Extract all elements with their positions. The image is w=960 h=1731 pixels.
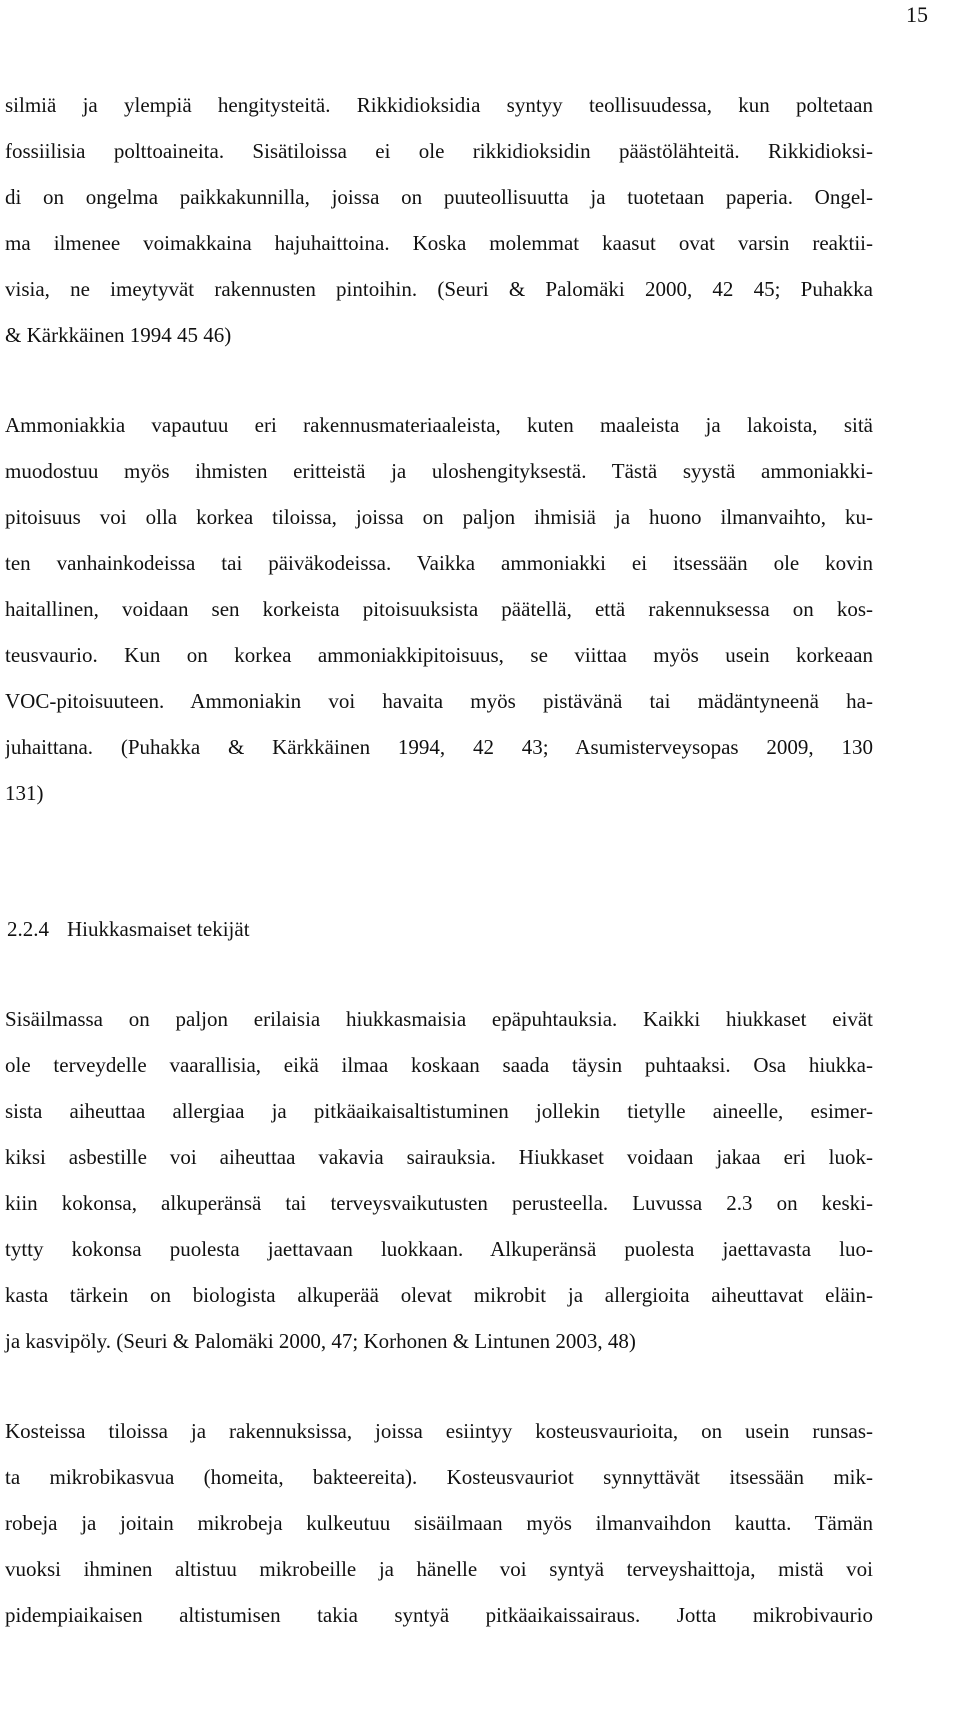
text-line: kiin kokonsa, alkuperänsä tai terveysvaikutusten perusteella. Luvussa 2.3 on keski- bbox=[5, 1191, 873, 1215]
section-number: 2.2.4 bbox=[7, 917, 49, 941]
text-line: haitallinen, voidaan sen korkeista pitoisuuksista päätellä, että rakennuksessa on kos- bbox=[5, 597, 873, 621]
paragraph-sulfur-dioxide bbox=[5, 82, 873, 358]
text-line: visia, ne imeytyvät rakennusten pintoihin. (Seuri & Palomäki 2000, 42 45; Puhakka bbox=[5, 277, 873, 301]
text-line: robeja ja joitain mikrobeja kulkeutuu sisäilmaan myös ilmanvaihdon kautta. Tämän bbox=[5, 1511, 873, 1535]
section-title: Hiukkasmaiset tekijät bbox=[67, 917, 250, 941]
text-line: Ammoniakkia vapautuu eri rakennusmateriaaleista, kuten maaleista ja lakoista, sitä bbox=[5, 413, 873, 437]
text-line: kasta tärkein on biologista alkuperää olevat mikrobit ja allergioita aiheuttavat eläin- bbox=[5, 1283, 873, 1307]
text-line: VOC-pitoisuuteen. Ammoniakin voi havaita myös pistävänä tai mädäntyneenä ha- bbox=[5, 689, 873, 713]
text-line: ole terveydelle vaarallisia, eikä ilmaa koskaan saada täysin puhtaaksi. Osa hiukka- bbox=[5, 1053, 873, 1077]
text-line: ta mikrobikasvua (homeita, bakteereita). Kosteusvauriot synnyttävät itsessään mik- bbox=[5, 1465, 873, 1489]
text-line: ma ilmenee voimakkaina hajuhaittoina. Koska molemmat kaasut ovat varsin reaktii- bbox=[5, 231, 873, 255]
text-line: vuoksi ihminen altistuu mikrobeille ja hänelle voi syntyä terveyshaittoja, mistä voi bbox=[5, 1557, 873, 1581]
text-line: fossiilisia polttoaineita. Sisätiloissa ei ole rikkidioksidin päästölähteitä. Rikkidioksi- bbox=[5, 139, 873, 163]
text-line: 131) bbox=[5, 781, 44, 805]
text-line: tytty kokonsa puolesta jaettavaan luokkaan. Alkuperänsä puolesta jaettavasta luo- bbox=[5, 1237, 873, 1261]
text-line: silmiä ja ylempiä hengitysteitä. Rikkidioksidia syntyy teollisuudessa, kun poltetaan bbox=[5, 93, 873, 117]
paragraph-gap bbox=[5, 952, 873, 996]
section-heading bbox=[5, 906, 873, 952]
paragraph-particles bbox=[5, 996, 873, 1364]
paragraph-ammonia bbox=[5, 402, 873, 816]
text-line: ja kasvipöly. (Seuri & Palomäki 2000, 47; Korhonen & Lintunen 2003, 48) bbox=[5, 1329, 636, 1353]
document-body bbox=[5, 82, 873, 1638]
paragraph-gap bbox=[5, 358, 873, 402]
paragraph-gap bbox=[5, 1364, 873, 1408]
text-line: ten vanhainkodeissa tai päiväkodeissa. Vaikka ammoniakki ei itsessään ole kovin bbox=[5, 551, 873, 575]
page-number: 15 bbox=[906, 2, 928, 27]
text-line: teusvaurio. Kun on korkea ammoniakkipitoisuus, se viittaa myös usein korkeaan bbox=[5, 643, 873, 667]
paragraph-moisture-damage bbox=[5, 1408, 873, 1638]
text-line: di on ongelma paikkakunnilla, joissa on puuteollisuutta ja tuotetaan paperia. Ongel- bbox=[5, 185, 873, 209]
paragraph-gap bbox=[5, 816, 873, 862]
text-line: Kosteissa tiloissa ja rakennuksissa, joissa esiintyy kosteusvaurioita, on usein runsas- bbox=[5, 1419, 873, 1443]
text-line: kiksi asbestille voi aiheuttaa vakavia sairauksia. Hiukkaset voidaan jakaa eri luok- bbox=[5, 1145, 873, 1169]
text-line: pitoisuus voi olla korkea tiloissa, joissa on paljon ihmisiä ja huono ilmanvaihto, ku- bbox=[5, 505, 873, 529]
text-line: Sisäilmassa on paljon erilaisia hiukkasmaisia epäpuhtauksia. Kaikki hiukkaset eivät bbox=[5, 1007, 873, 1031]
paragraph-gap bbox=[5, 862, 873, 906]
text-line: sista aiheuttaa allergiaa ja pitkäaikaisaltistuminen jollekin tietylle aineelle, esimer- bbox=[5, 1099, 873, 1123]
text-line: juhaittana. (Puhakka & Kärkkäinen 1994, 42 43; Asumisterveysopas 2009, 130 bbox=[5, 735, 873, 759]
text-line: pidempiaikaisen altistumisen takia syntyä pitkäaikaissairaus. Jotta mikrobivaurio bbox=[5, 1603, 873, 1627]
text-line: & Kärkkäinen 1994 45 46) bbox=[5, 323, 232, 347]
text-line: muodostuu myös ihmisten eritteistä ja uloshengityksestä. Tästä syystä ammoniakki- bbox=[5, 459, 873, 483]
